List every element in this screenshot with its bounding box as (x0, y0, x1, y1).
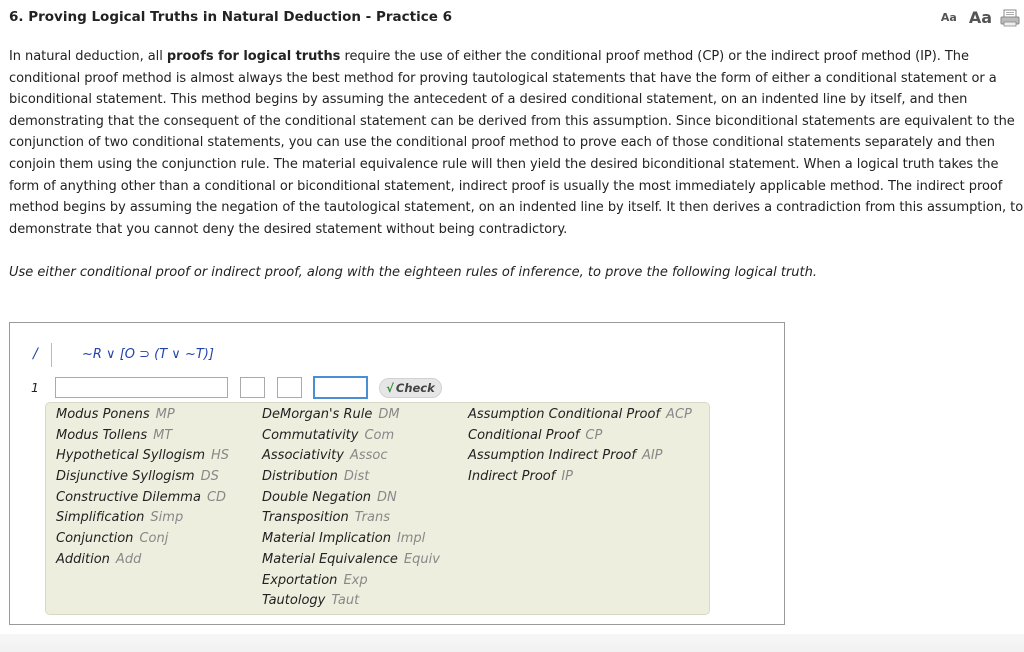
rule-name: Tautology (262, 593, 326, 609)
rule-abbreviation: DS (200, 469, 219, 485)
statement-input[interactable] (55, 377, 228, 398)
intro-text-start: In natural deduction, all (9, 49, 167, 64)
checkmark-icon: √ (386, 381, 394, 395)
intro-text-rest: require the use of either the conditional proof method (CP) or the indirect proof method (IP). The conditional proof method is almost always the best method for proving tautological statements that have the form of either a conditional statement or a biconditional statement. This method begins by assuming the antecedent of a desired conditional statement, on an indented line by itself, and then demonstrating that the consequent of the conditional statement can be derived from this assumption. Since biconditional statements are equivalent to the conjunction of two conditional statements, you can use the conditional proof method to prove each of those conditional statements separately and then conjoin them using the conjunction rule. The material equivalence rule will then yield the desired biconditional statement. When a logical truth takes the form of anything other than a conditional or biconditional statement, indirect proof is usually the most immediately applicable method. The indirect proof method begins by assuming the negation of the tautological statement, on an indented line by itself. It then derives a contradiction from this assumption, to demonstrate that you cannot deny the desired statement without being contradictory. (9, 49, 1024, 237)
rule-item[interactable] (262, 552, 440, 573)
rule-abbreviation: MT (153, 427, 173, 443)
rule-abbreviation: AIP (641, 448, 663, 464)
rule-name: Conditional Proof (468, 427, 580, 443)
rule-name: Modus Tollens (56, 427, 148, 443)
line-reference-input-2[interactable] (277, 377, 302, 398)
rule-item[interactable] (262, 469, 440, 490)
rule-abbreviation: Trans (354, 510, 391, 526)
rule-name: Conjunction (56, 531, 134, 547)
rule-name: Material Implication (262, 531, 391, 547)
check-button[interactable] (379, 378, 442, 398)
rule-item[interactable] (56, 531, 229, 552)
line-number: 1 (31, 380, 39, 395)
rule-abbreviation: Taut (331, 593, 360, 609)
rule-abbreviation: DN (377, 489, 397, 505)
rule-name: Assumption Indirect Proof (468, 448, 636, 464)
intro-paragraph (9, 46, 1024, 240)
rule-name: Addition (56, 551, 110, 567)
rule-name: Material Equivalence (262, 551, 398, 567)
rule-abbreviation: Simp (150, 510, 184, 526)
rule-item[interactable] (262, 490, 440, 511)
page-title: 6. Proving Logical Truths in Natural Deduction - Practice 6 (9, 9, 452, 25)
conclusion-formula: ~R ∨ [O ⊃ (T ∨ ~T)] (82, 347, 214, 362)
rules-panel (45, 402, 710, 615)
rule-item[interactable] (262, 448, 440, 469)
rule-name: Double Negation (262, 489, 372, 505)
rule-item[interactable] (56, 407, 229, 428)
rule-abbreviation: Dist (343, 469, 370, 485)
rule-abbreviation: Equiv (403, 551, 440, 567)
rule-abbreviation: Add (115, 551, 142, 567)
header (9, 8, 1024, 32)
rule-name: Indirect Proof (468, 469, 556, 485)
rule-name: Modus Ponens (56, 407, 150, 422)
conclusion-row (10, 343, 784, 369)
rule-name: Distribution (262, 469, 338, 485)
rule-name: Simplification (56, 510, 145, 526)
rule-abbreviation: ACP (666, 407, 692, 422)
print-icon[interactable] (1000, 9, 1020, 27)
rule-abbreviation: Exp (343, 572, 368, 588)
rule-item[interactable] (262, 593, 440, 614)
rule-abbreviation: Impl (396, 531, 426, 547)
bottom-bar (0, 634, 1024, 652)
rule-name: Disjunctive Syllogism (56, 469, 195, 485)
rule-abbreviation: HS (211, 448, 230, 464)
rule-name: Commutativity (262, 427, 359, 443)
rule-abbreviation: DM (378, 407, 400, 422)
rule-name: Constructive Dilemma (56, 489, 201, 505)
intro-bold-term: proofs for logical truths (166, 49, 341, 64)
rule-item[interactable] (468, 469, 692, 490)
rule-name: Assumption Conditional Proof (468, 407, 661, 422)
rule-abbreviation: IP (561, 469, 574, 485)
rule-item[interactable] (56, 552, 229, 573)
rule-item[interactable] (468, 448, 692, 469)
increase-font-button[interactable]: Aa (968, 8, 992, 27)
line-reference-input-1[interactable] (240, 377, 265, 398)
rule-item[interactable] (468, 428, 692, 449)
rule-abbreviation: Com (364, 427, 395, 443)
check-button-label: Check (395, 381, 435, 395)
rule-abbreviation: CP (585, 427, 603, 443)
rule-abbreviation: Conj (139, 531, 169, 547)
rule-item[interactable] (56, 469, 229, 490)
rule-item[interactable] (262, 407, 440, 428)
rule-name: Associativity (262, 448, 344, 464)
font-size-controls (941, 8, 1020, 27)
instruction-text: Use either conditional proof or indirect proof, along with the eighteen rules of inference, to prove the following logical truth. (9, 265, 817, 280)
rule-name: Hypothetical Syllogism (56, 448, 205, 464)
rule-abbreviation: CD (206, 489, 227, 505)
rules-column-1 (56, 407, 229, 573)
rule-input[interactable] (313, 376, 368, 399)
proof-line-row (10, 376, 784, 400)
rule-item[interactable] (56, 490, 229, 511)
premise-divider (51, 343, 52, 367)
rules-column-2 (262, 407, 440, 614)
rules-column-3 (468, 407, 692, 490)
rule-item[interactable] (262, 531, 440, 552)
rule-name: Transposition (262, 510, 349, 526)
rule-item[interactable] (468, 407, 692, 428)
rule-abbreviation: MP (155, 407, 175, 422)
rule-item[interactable] (262, 510, 440, 531)
rule-name: Exportation (262, 572, 338, 588)
rule-item[interactable] (262, 573, 440, 594)
rule-item[interactable] (56, 510, 229, 531)
conclusion-marker: / (33, 346, 38, 362)
rule-name: DeMorgan's Rule (262, 407, 373, 422)
rule-item[interactable] (56, 428, 229, 449)
rule-abbreviation: Assoc (349, 448, 388, 464)
proof-box (9, 322, 785, 625)
rule-item[interactable] (56, 448, 229, 469)
decrease-font-button[interactable]: Aa (940, 11, 957, 24)
rule-item[interactable] (262, 428, 440, 449)
